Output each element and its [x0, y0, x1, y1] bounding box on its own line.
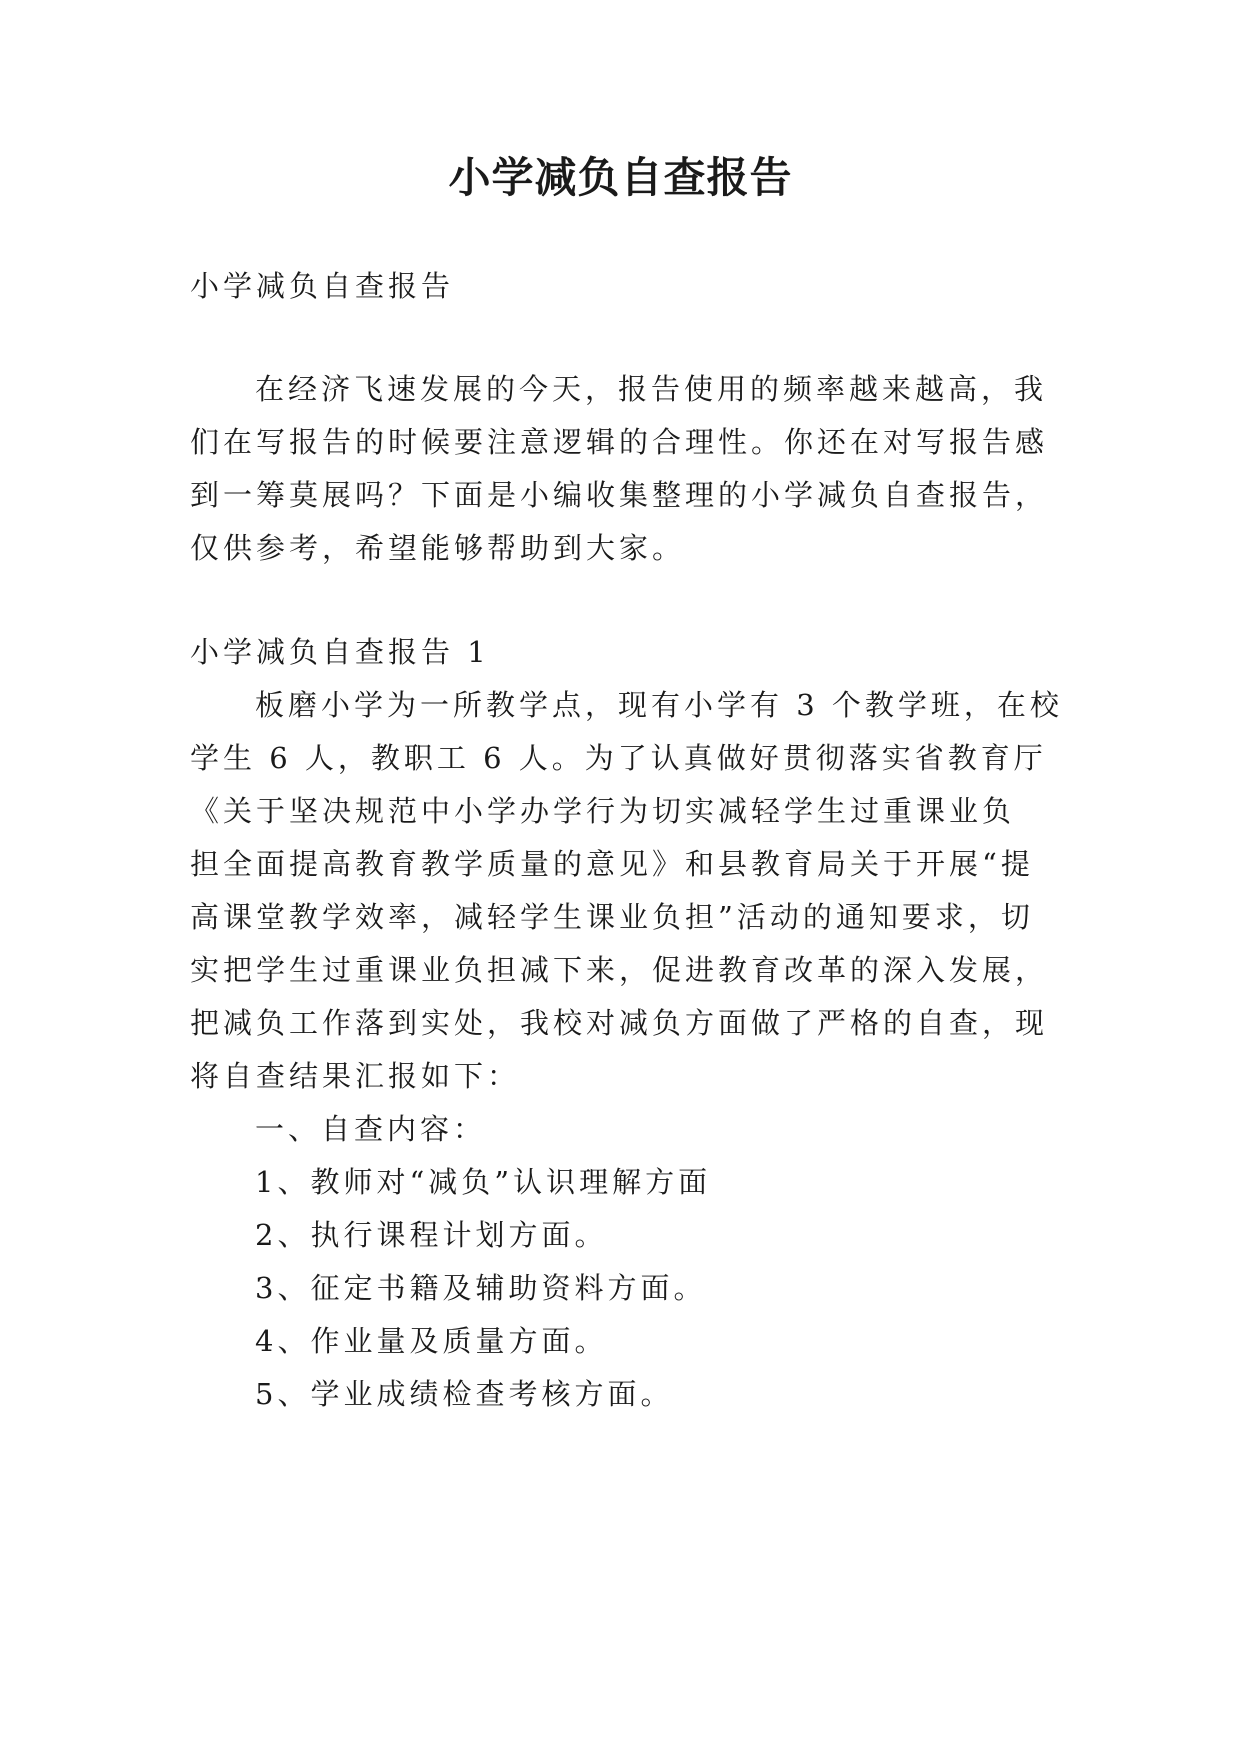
section-line: 担全面提高教育教学质量的意见》和县教育局关于开展“提	[190, 847, 1034, 881]
intro-line: 在经济飞速发展的今天，报告使用的频率越来越高，我	[255, 372, 1048, 406]
document-subtitle: 小学减负自查报告	[190, 269, 455, 303]
section-line: 实把学生过重课业负担减下来，促进教育改革的深入发展，	[190, 953, 1049, 987]
intro-line: 们在写报告的时候要注意逻辑的合理性。你还在对写报告感	[190, 425, 1049, 459]
section-line: 把减负工作落到实处，我校对减负方面做了严格的自查，现	[190, 1006, 1049, 1040]
intro-line: 仅供参考，希望能够帮助到大家。	[190, 531, 686, 565]
document-title: 小学减负自查报告	[448, 153, 793, 202]
list-item: 3、征定书籍及辅助资料方面。	[255, 1271, 707, 1305]
section-line: 学生 6 人，教职工 6 人。为了认真做好贯彻落实省教育厅	[190, 741, 1047, 775]
list-heading: 一、自查内容：	[255, 1112, 487, 1146]
intro-line: 到一筹莫展吗？下面是小编收集整理的小学减负自查报告，	[190, 478, 1049, 512]
list-item: 5、学业成绩检查考核方面。	[255, 1377, 674, 1411]
section-heading: 小学减负自查报告 1	[190, 635, 490, 669]
section-line: 《关于坚决规范中小学办学行为切实减轻学生过重课业负	[190, 794, 1016, 828]
list-item: 1、教师对“减负”认识理解方面	[255, 1165, 712, 1199]
section-line: 高课堂教学效率，减轻学生课业负担”活动的通知要求，切	[190, 900, 1034, 934]
list-item: 4、作业量及质量方面。	[255, 1324, 608, 1358]
section-line: 将自查结果汇报如下：	[190, 1059, 521, 1093]
list-item: 2、执行课程计划方面。	[255, 1218, 608, 1252]
section-line: 板磨小学为一所教学点，现有小学有 3 个教学班，在校	[255, 688, 1063, 722]
